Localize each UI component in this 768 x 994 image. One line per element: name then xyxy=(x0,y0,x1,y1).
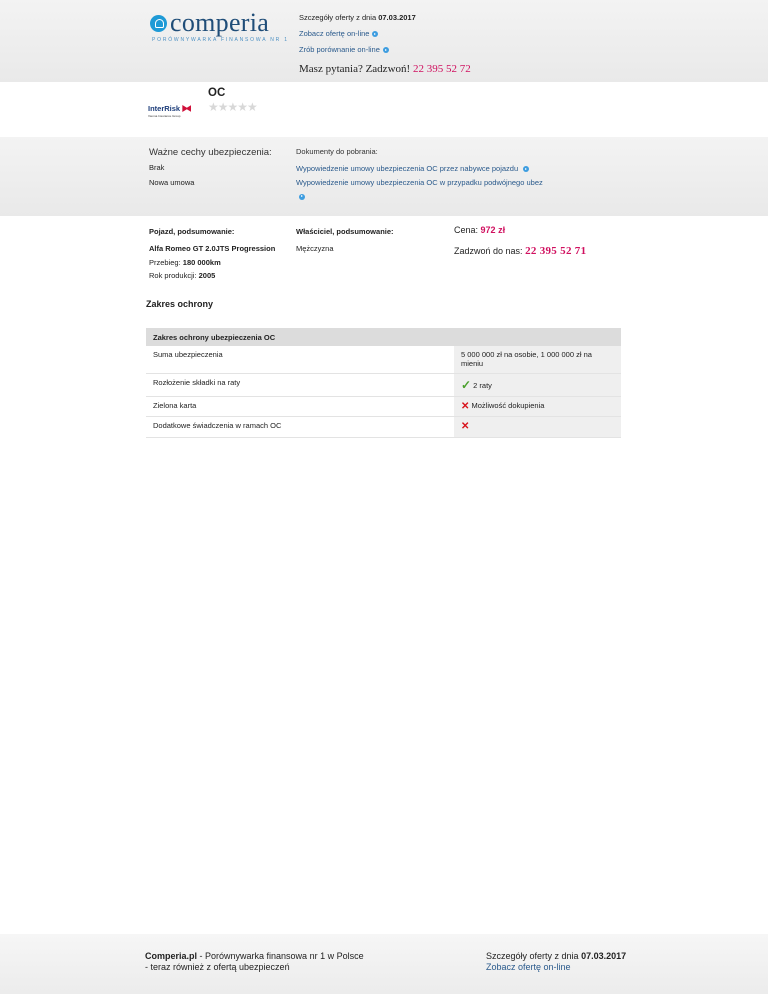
header-info xyxy=(299,13,471,75)
cross-icon: ✕ xyxy=(461,420,470,432)
table-row xyxy=(146,373,621,396)
table-row xyxy=(146,346,621,373)
arrow-circle-icon xyxy=(372,31,378,37)
year-label: Rok produkcji: xyxy=(149,271,197,280)
question-line xyxy=(299,63,471,75)
call-phone[interactable]: 22 395 52 71 xyxy=(525,245,587,257)
footer-details-label: Szczegóły oferty z dnia xyxy=(486,951,579,961)
question-text: Masz pytania? Zadzwoń! xyxy=(299,63,411,75)
row-label: Rozłożenie składki na raty xyxy=(146,373,454,396)
row-value: 5 000 000 zł na osobie, 1 000 000 zł na mieniu xyxy=(454,346,621,373)
arrow-circle-icon xyxy=(383,47,389,53)
arrow-circle-icon xyxy=(299,194,305,200)
row-label: Dodatkowe świadczenia w ramach OC xyxy=(146,416,454,437)
mileage-label: Przebieg: xyxy=(149,257,181,267)
document-link[interactable]: Wypowiedzenie umowy ubezpieczenia OC w przypadku podwójnego ubez xyxy=(296,178,543,201)
footer-see-offer-link[interactable]: Zobacz ofertę on-line xyxy=(486,962,571,972)
footer-brand: Comperia.pl xyxy=(145,951,198,961)
table-row xyxy=(146,396,621,416)
product-name: OC xyxy=(208,87,226,99)
price-value: 972 zł xyxy=(480,225,506,235)
features-band xyxy=(0,137,768,216)
documents xyxy=(296,147,546,203)
row-label: Zielona karta xyxy=(146,396,454,416)
logo-tagline: PORÓWNYWARKA FINANSOWA NR 1 xyxy=(152,37,289,43)
coverage-heading: Zakres ochrony xyxy=(146,299,214,309)
checkmark-icon: ✓ xyxy=(461,377,472,392)
vehicle-summary xyxy=(149,227,275,285)
logo-wordmark: comperia xyxy=(170,8,270,37)
table-header-row xyxy=(146,328,621,346)
owner-summary xyxy=(296,227,394,258)
table-header: Zakres ochrony ubezpieczenia OC xyxy=(146,328,621,346)
price-label: Cena: xyxy=(454,225,479,235)
header xyxy=(0,0,768,82)
offer-details-label: Szczegóły oferty z dnia xyxy=(299,13,377,22)
table-row xyxy=(146,416,621,437)
key-features xyxy=(149,147,272,193)
see-offer-link[interactable]: Zobacz ofertę on-line xyxy=(299,29,378,38)
header-phone[interactable]: 22 395 52 72 xyxy=(412,63,471,75)
offer-date: 07.03.2017 xyxy=(378,13,416,22)
row-label: Suma ubezpieczenia xyxy=(146,346,454,373)
piggy-bank-icon xyxy=(150,15,167,32)
footer-tagline: - Porównywarka finansowa nr 1 w Polsce xyxy=(197,951,364,961)
footer-about xyxy=(145,951,364,973)
row-value: Możliwość dokupienia xyxy=(471,400,545,410)
documents-title: Dokumenty do pobrania: xyxy=(296,147,378,156)
vehicle-summary-title: Pojazd, podsumowanie: xyxy=(149,227,235,236)
key-features-title: Ważne cechy ubezpieczenia: xyxy=(149,147,272,158)
offer-date-line xyxy=(299,13,471,29)
rating-stars: ★★★★★ xyxy=(208,100,257,114)
footer-date: 07.03.2017 xyxy=(581,951,627,961)
mileage-value: 180 000km xyxy=(182,257,221,267)
price-box xyxy=(454,225,586,257)
arrow-circle-icon xyxy=(523,166,529,172)
insurer-subtitle: Vienna Insurance Group xyxy=(148,114,181,118)
row-value: 2 raty xyxy=(473,380,492,390)
footer xyxy=(0,934,768,994)
cross-icon: ✕ xyxy=(461,400,470,412)
year-value: 2005 xyxy=(198,271,216,280)
document-link[interactable]: Wypowiedzenie umowy ubezpieczenia OC przez nabywce pojazdu xyxy=(296,164,529,173)
feature-item: Nowa umowa xyxy=(149,178,195,187)
owner-summary-title: Właściciel, podsumowanie: xyxy=(296,227,394,236)
vehicle-model: Alfa Romeo GT 2.0JTS Progression xyxy=(149,244,276,253)
footer-tagline-2: - teraz również z ofertą ubezpieczeń xyxy=(145,962,290,972)
compare-online-link[interactable]: Zrób porównanie on-line xyxy=(299,45,389,54)
owner-gender: Mężczyzna xyxy=(296,244,334,253)
insurer-logo: InterRisk Vienna Insurance Group xyxy=(148,104,194,122)
feature-item: Brak xyxy=(149,163,165,172)
call-label: Zadzwoń do nas: xyxy=(454,246,523,256)
coverage-table xyxy=(146,328,621,438)
footer-offer xyxy=(486,951,626,973)
interrisk-bow-icon xyxy=(182,105,191,112)
